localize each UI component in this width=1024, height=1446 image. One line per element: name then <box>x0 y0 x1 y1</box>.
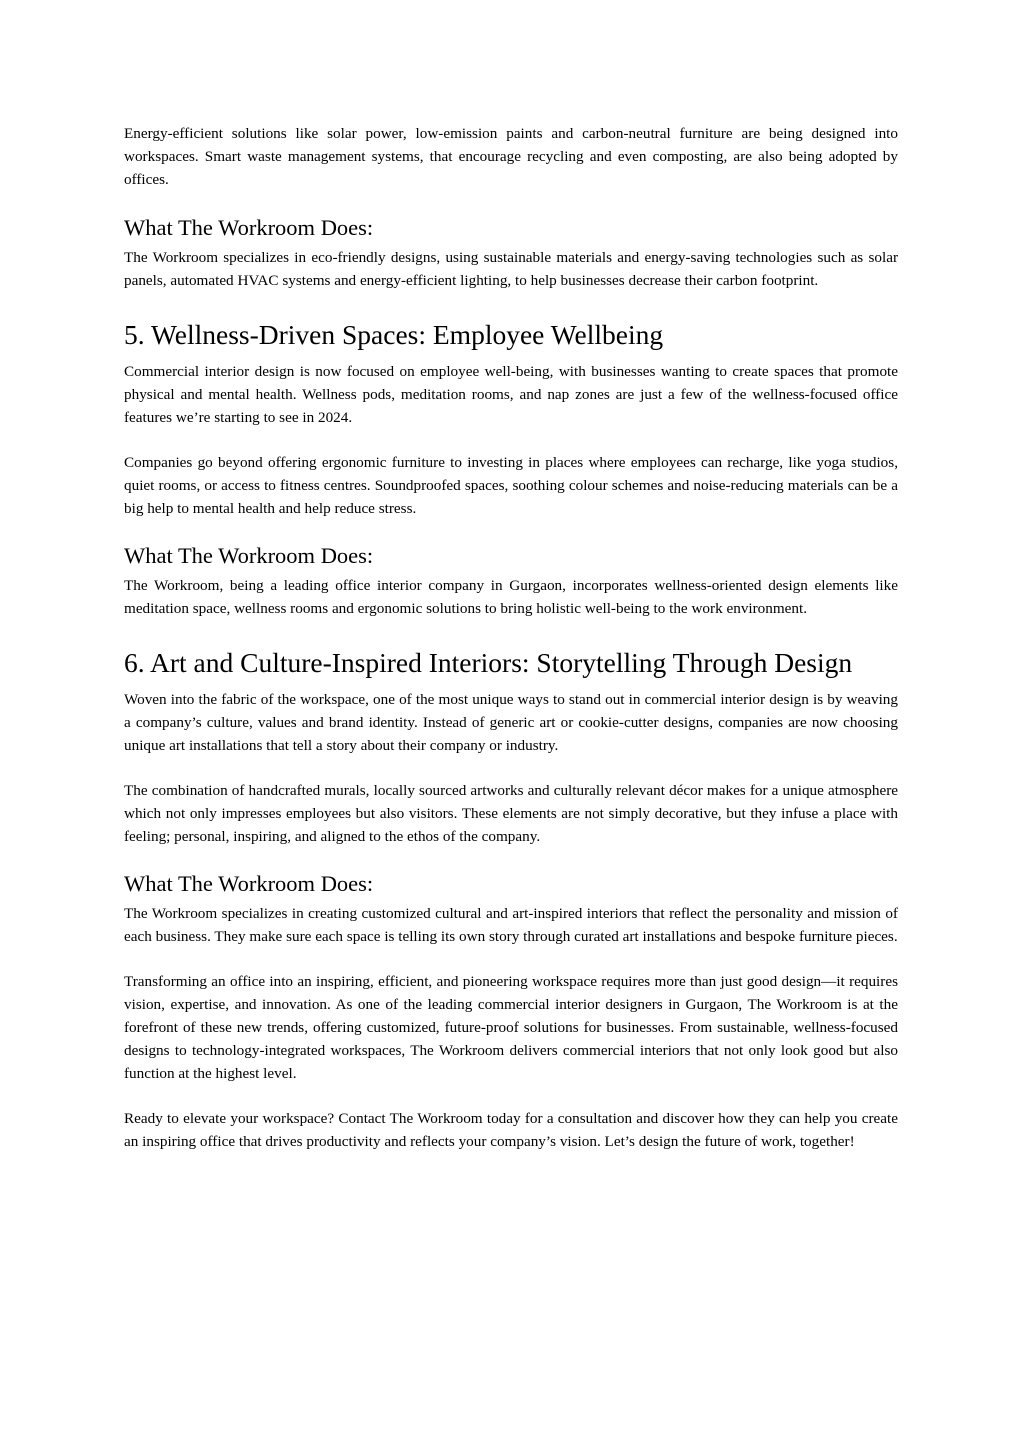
section-heading-wellness: 5. Wellness-Driven Spaces: Employee Wellbeing <box>124 319 664 350</box>
paragraph-art-culture-murals: The combination of handcrafted murals, locally sourced artworks and culturally relevant décor makes for a unique atmosphere which not only impresses employees but also visitors. These elements are not simply decorative, but they infuse a place with feeling; personal, inspiring, and aligned to the ethos of the company. <box>124 782 898 845</box>
paragraph-conclusion: Transforming an office into an inspiring, efficient, and pioneering workspace requires more than just good design—it requires vision, expertise, and innovation. As one of the leading commercial interior designers in Gurgaon, The Workroom is at the forefront of these new trends, offering customized, future-proof solutions for businesses. From sustainable, wellness-focused designs to technology-integrated workspaces, The Workroom delivers commercial interiors that not only look good but also function at the highest level. <box>124 973 898 1082</box>
subheading-what-workroom-does-sustainability: What The Workroom Does: <box>124 215 374 240</box>
paragraph-workroom-art: The Workroom specializes in creating customized cultural and art-inspired interiors that reflect the personality and mission of each business. They make sure each space is telling its own story through curated art installations and bespoke furniture pieces. <box>124 905 898 945</box>
paragraph-call-to-action: Ready to elevate your workspace? Contact The Workroom today for a consultation and discover how they can help you create an inspiring office that drives productivity and reflects your company’s vision. Let’s design the future of work, together! <box>124 1110 898 1150</box>
paragraph-energy-efficient: Energy-efficient solutions like solar power, low-emission paints and carbon-neutral furniture are being designed into workspaces. Smart waste management systems, that encourage recycling and even composting, are also being adopted by offices. <box>124 125 898 188</box>
subheading-what-workroom-does-wellness: What The Workroom Does: <box>124 543 374 568</box>
subheading-what-workroom-does-art: What The Workroom Does: <box>124 871 374 896</box>
section-heading-art-culture: 6. Art and Culture-Inspired Interiors: Storytelling Through Design <box>124 647 853 678</box>
paragraph-wellness-recharge: Companies go beyond offering ergonomic furniture to investing in places where employees can recharge, like yoga studios, quiet rooms, or access to fitness centres. Soundproofed spaces, soothing colour schemes and noise-reducing materials can be a big help to mental health and help reduce stress. <box>124 454 898 517</box>
paragraph-workroom-eco-friendly: The Workroom specializes in eco-friendly designs, using sustainable materials and energy-saving technologies such as solar panels, automated HVAC systems and energy-efficient lighting, to help businesses decrease their carbon footprint. <box>124 249 898 289</box>
paragraph-art-culture-intro: Woven into the fabric of the workspace, one of the most unique ways to stand out in commercial interior design is by weaving a company’s culture, values and brand identity. Instead of generic art or cookie-cutter designs, companies are now choosing unique art installations that tell a story about their company or industry. <box>124 691 898 754</box>
paragraph-wellness-intro: Commercial interior design is now focused on employee well-being, with businesses wanting to create spaces that promote physical and mental health. Wellness pods, meditation rooms, and nap zones are just a few of the wellness-focused office features we’re starting to see in 2024. <box>124 363 898 426</box>
paragraph-workroom-wellness: The Workroom, being a leading office interior company in Gurgaon, incorporates wellness-oriented design elements like meditation space, wellness rooms and ergonomic solutions to bring holistic well-being to the work environment. <box>124 577 898 617</box>
